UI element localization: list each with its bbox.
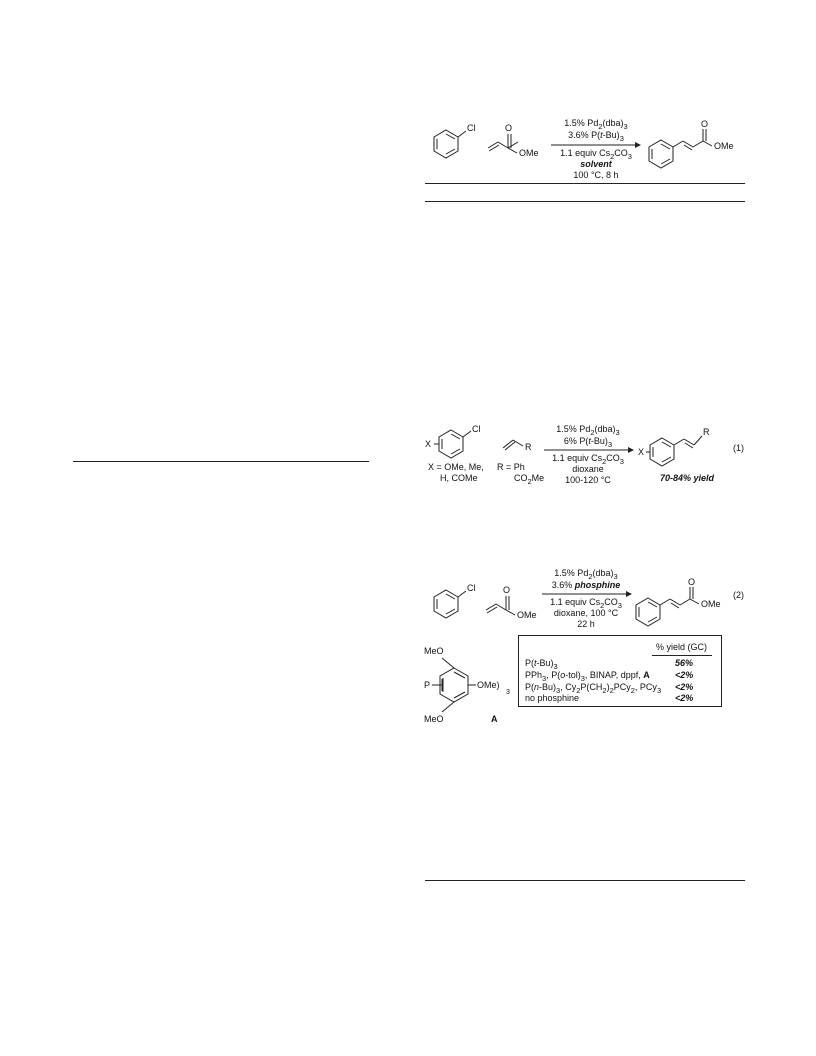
yield-table-row-yield: <2% <box>675 693 694 703</box>
eq1-condition-solvent: dioxane <box>572 464 604 474</box>
yield-table-row: $P(n-Bu)_3$, $Cy_2P(CH_2)_2PCy_2$, PCy$_3$ <box>525 682 662 695</box>
chlorobenzene-structure <box>428 118 488 168</box>
eq1-number: (1) <box>733 443 744 453</box>
carbonyl-oxygen-label: O <box>505 123 513 133</box>
eq1-r-definition-1: R = Ph <box>497 462 525 472</box>
yield-table <box>518 635 722 707</box>
methoxy-label: OMe <box>519 148 539 158</box>
eq1-condition-ligand: 6% $P(t-Bu)_3$ <box>563 436 613 449</box>
yield-table-header: % yield (GC) <box>656 642 708 652</box>
ligand-a-subscript: 3 <box>506 689 510 696</box>
yield-table-row: PPh$_3$, $P(o-tol)_3$, BINAP, dppf, A <box>525 670 650 683</box>
eq2-methoxy-label: OMe <box>517 610 537 620</box>
eq1-condition-catalyst: 1.5% $Pd_2(dba)_3$ <box>556 424 620 437</box>
eq1-condition-base: 1.1 equiv $Cs_2CO_3$ <box>552 453 624 466</box>
eq2-condition-base: 1.1 equiv $Cs_2CO_3$ <box>550 597 622 610</box>
eq2-chloro-label: Cl <box>467 583 476 593</box>
ligand-a-meo-top: MeO <box>424 646 444 656</box>
ligand-a-phosphorus: P <box>424 680 431 690</box>
product-carbonyl-oxygen: O <box>701 119 709 129</box>
rule-bottom <box>425 880 745 881</box>
eq1-condition-temperature: 100-120 °C <box>565 475 611 485</box>
yield-table-row: no phosphine <box>525 693 580 703</box>
eq1-x-definition-2: H, COMe <box>440 473 478 483</box>
yield-table-row-yield: <2% <box>675 670 694 680</box>
yield-table-row-yield: 56% <box>675 658 694 668</box>
methyl-acrylate-structure <box>484 118 554 168</box>
eq1-yield: 70-84% yield <box>660 473 715 483</box>
eq1-product-r-label: R <box>703 427 710 437</box>
eq1-chloro-label: Cl <box>472 424 481 434</box>
top-condition-catalyst: 1.5% $Pd_2(dba)_3$ <box>564 118 628 131</box>
eq2-carbonyl-oxygen-label: O <box>503 585 511 595</box>
ligand-a-structure <box>424 642 524 732</box>
yield-table-row: $P(t-Bu)_3$ <box>525 658 558 671</box>
eq1-r-definition-2: $CO_2Me$ <box>514 473 545 486</box>
eq1-r-label: R <box>525 442 532 452</box>
eq2-product-carbonyl-oxygen: O <box>688 577 696 587</box>
rule-top-scheme-upper <box>425 183 745 184</box>
ligand-a-meo-bottom: MeO <box>424 714 444 724</box>
yield-table-row-yield: <2% <box>675 682 694 692</box>
eq2-condition-ligand: 3.6% phosphine <box>551 580 621 590</box>
eq2-condition-catalyst: 1.5% $Pd_2(dba)_3$ <box>554 568 618 581</box>
yield-table-header-rule <box>652 655 712 656</box>
eq2-product-structure <box>632 576 742 626</box>
eq2-condition-solvent: dioxane, 100 °C <box>553 608 619 618</box>
eq2-number: (2) <box>733 590 744 600</box>
eq1-x-definition-1: X = OMe, Me, <box>428 462 484 472</box>
eq1-product-structure <box>638 422 738 472</box>
ligand-a-methoxy-right: OMe) <box>477 680 500 690</box>
rule-left-column <box>73 461 369 462</box>
chloro-label: Cl <box>467 123 476 133</box>
top-condition-base: 1.1 equiv $Cs_2CO_3$ <box>560 148 632 161</box>
eq2-product-methoxy-label: OMe <box>701 599 721 609</box>
product-methoxy-label: OMe <box>714 141 734 151</box>
rule-top-scheme-lower <box>425 201 745 202</box>
ligand-a-name: A <box>491 714 498 724</box>
methyl-cinnamate-structure <box>645 118 755 168</box>
eq2-condition-time: 22 h <box>577 619 595 629</box>
eq2-chlorobenzene-structure <box>428 578 488 628</box>
eq1-x-label: X <box>425 439 432 449</box>
eq1-product-x-label: X <box>638 447 645 457</box>
top-condition-ligand: 3.6% $P(t-Bu)_3$ <box>568 130 624 143</box>
top-condition-solvent: solvent <box>580 159 612 169</box>
top-condition-temperature: 100 °C, 8 h <box>573 170 619 180</box>
